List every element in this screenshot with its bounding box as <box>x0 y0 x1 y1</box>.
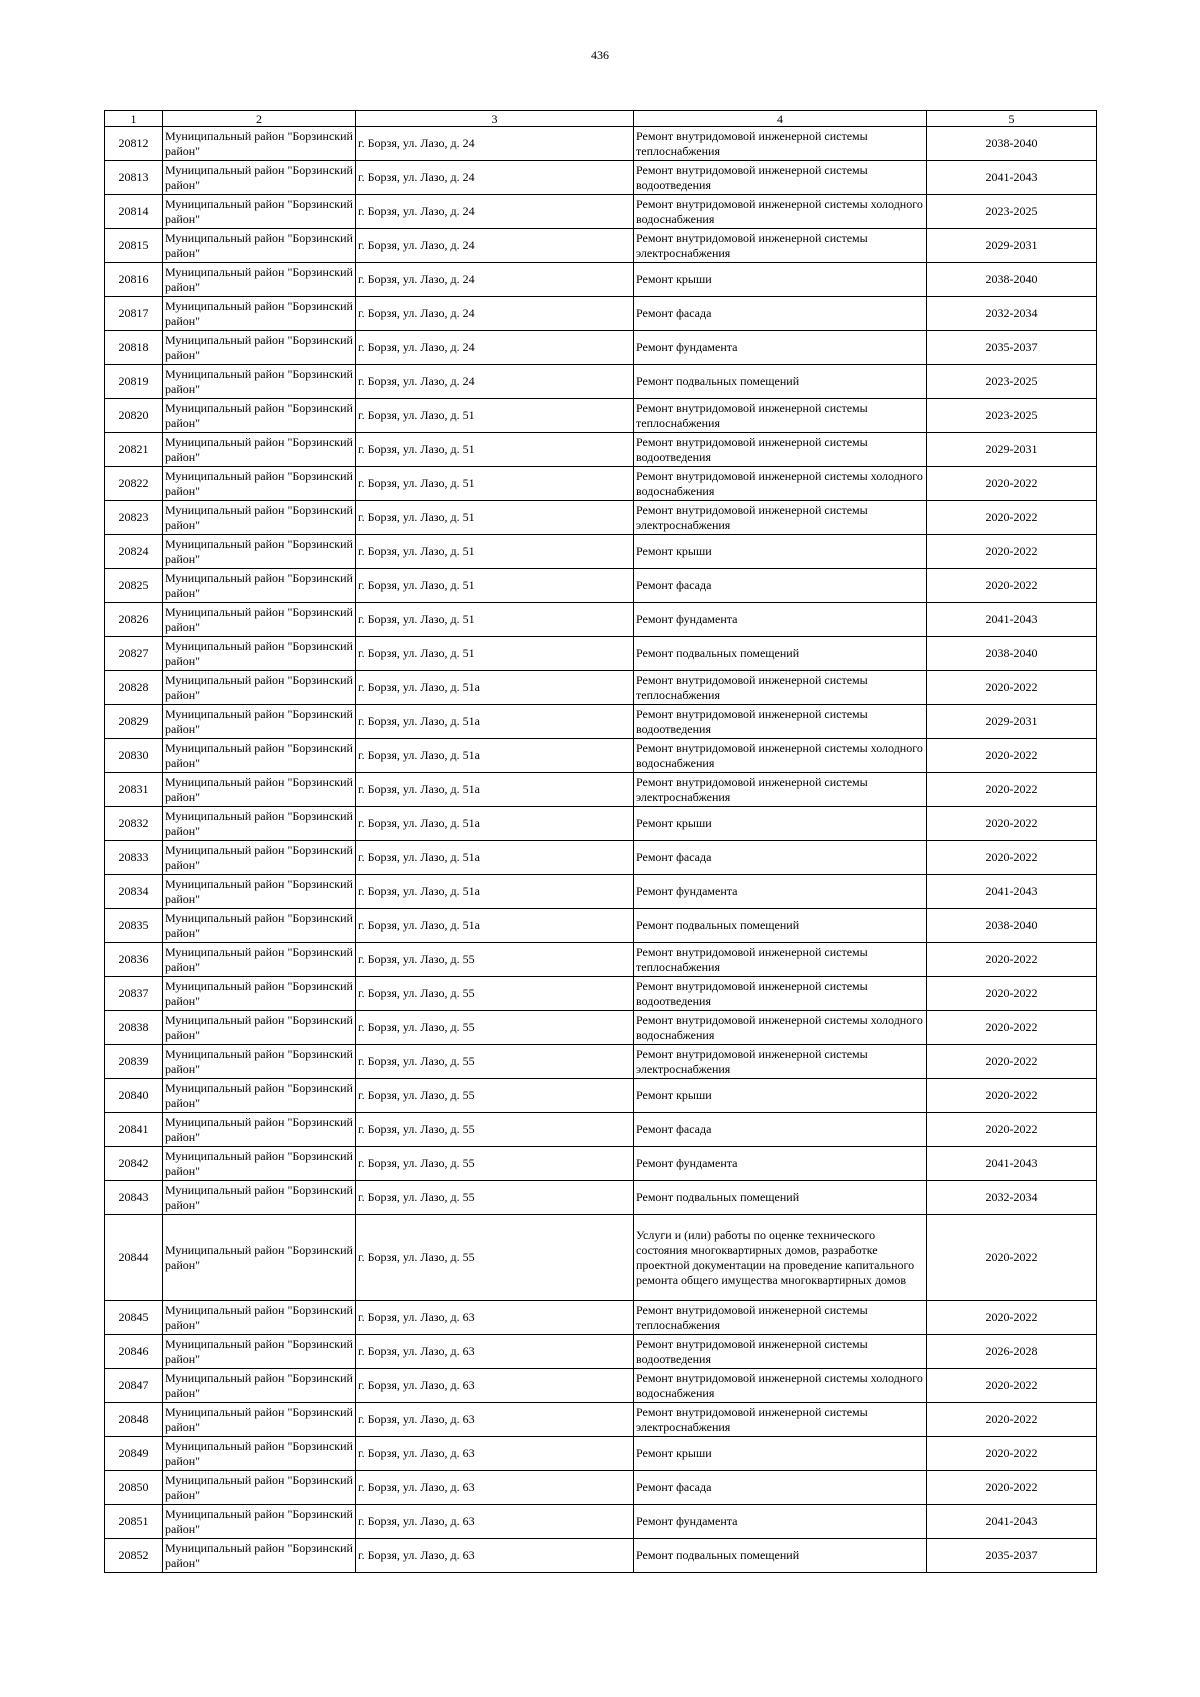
repair-period-cell: 2023-2025 <box>927 399 1097 433</box>
house-address-cell: г. Борзя, ул. Лазо, д. 55 <box>356 943 634 977</box>
house-address-cell: г. Борзя, ул. Лазо, д. 51а <box>356 739 634 773</box>
table-row <box>105 739 1097 773</box>
house-address-cell: г. Борзя, ул. Лазо, д. 51 <box>356 399 634 433</box>
table-row <box>105 977 1097 1011</box>
municipal-district-cell: Муниципальный район "Борзинский район" <box>163 161 356 195</box>
house-address-cell: г. Борзя, ул. Лазо, д. 24 <box>356 229 634 263</box>
table-row <box>105 399 1097 433</box>
work-type-cell: Ремонт внутридомовой инженерной системы холодного водоснабжения <box>634 195 927 229</box>
repair-period-cell: 2023-2025 <box>927 365 1097 399</box>
page-number: 436 <box>591 48 609 62</box>
house-address-cell: г. Борзя, ул. Лазо, д. 63 <box>356 1505 634 1539</box>
table-row <box>105 637 1097 671</box>
house-address-cell: г. Борзя, ул. Лазо, д. 51 <box>356 535 634 569</box>
repair-period-cell: 2020-2022 <box>927 569 1097 603</box>
work-type-cell: Ремонт фасада <box>634 569 927 603</box>
row-number-cell: 20849 <box>105 1437 163 1471</box>
repair-period-cell: 2020-2022 <box>927 739 1097 773</box>
row-number-cell: 20827 <box>105 637 163 671</box>
table-row <box>105 1369 1097 1403</box>
house-address-cell: г. Борзя, ул. Лазо, д. 51 <box>356 433 634 467</box>
house-address-cell: г. Борзя, ул. Лазо, д. 24 <box>356 331 634 365</box>
table-row <box>105 161 1097 195</box>
table-row <box>105 229 1097 263</box>
municipal-district-cell: Муниципальный район "Борзинский район" <box>163 807 356 841</box>
work-type-cell: Ремонт крыши <box>634 263 927 297</box>
table-row <box>105 365 1097 399</box>
work-type-cell: Ремонт внутридомовой инженерной системы водоотведения <box>634 705 927 739</box>
house-address-cell: г. Борзя, ул. Лазо, д. 51а <box>356 773 634 807</box>
work-type-cell: Ремонт внутридомовой инженерной системы теплоснабжения <box>634 671 927 705</box>
house-address-cell: г. Борзя, ул. Лазо, д. 55 <box>356 1113 634 1147</box>
municipal-district-cell: Муниципальный район "Борзинский район" <box>163 195 356 229</box>
repair-period-cell: 2020-2022 <box>927 1079 1097 1113</box>
municipal-district-cell: Муниципальный район "Борзинский район" <box>163 943 356 977</box>
row-number-cell: 20851 <box>105 1505 163 1539</box>
repair-period-cell: 2020-2022 <box>927 943 1097 977</box>
row-number-cell: 20845 <box>105 1301 163 1335</box>
repair-period-cell: 2041-2043 <box>927 1147 1097 1181</box>
work-type-cell: Ремонт фасада <box>634 1471 927 1505</box>
table-row <box>105 501 1097 535</box>
row-number-cell: 20846 <box>105 1335 163 1369</box>
column-header-5: 5 <box>927 111 1097 127</box>
municipal-district-cell: Муниципальный район "Борзинский район" <box>163 297 356 331</box>
row-number-cell: 20815 <box>105 229 163 263</box>
repair-period-cell: 2020-2022 <box>927 773 1097 807</box>
municipal-district-cell: Муниципальный район "Борзинский район" <box>163 841 356 875</box>
municipal-district-cell: Муниципальный район "Борзинский район" <box>163 603 356 637</box>
table-row <box>105 1113 1097 1147</box>
repair-period-cell: 2035-2037 <box>927 331 1097 365</box>
repair-period-cell: 2029-2031 <box>927 229 1097 263</box>
house-address-cell: г. Борзя, ул. Лазо, д. 24 <box>356 365 634 399</box>
table-row <box>105 1301 1097 1335</box>
municipal-district-cell: Муниципальный район "Борзинский район" <box>163 1079 356 1113</box>
house-address-cell: г. Борзя, ул. Лазо, д. 24 <box>356 263 634 297</box>
row-number-cell: 20820 <box>105 399 163 433</box>
work-type-cell: Ремонт внутридомовой инженерной системы холодного водоснабжения <box>634 467 927 501</box>
table-row <box>105 263 1097 297</box>
table-row <box>105 1505 1097 1539</box>
municipal-district-cell: Муниципальный район "Борзинский район" <box>163 1011 356 1045</box>
work-type-cell: Ремонт подвальных помещений <box>634 637 927 671</box>
row-number-cell: 20822 <box>105 467 163 501</box>
work-type-cell: Ремонт внутридомовой инженерной системы электроснабжения <box>634 229 927 263</box>
house-address-cell: г. Борзя, ул. Лазо, д. 51 <box>356 603 634 637</box>
table-row <box>105 705 1097 739</box>
row-number-cell: 20841 <box>105 1113 163 1147</box>
house-address-cell: г. Борзя, ул. Лазо, д. 63 <box>356 1301 634 1335</box>
house-address-cell: г. Борзя, ул. Лазо, д. 55 <box>356 1079 634 1113</box>
table-row <box>105 841 1097 875</box>
work-type-cell: Ремонт фундамента <box>634 1147 927 1181</box>
repair-period-cell: 2035-2037 <box>927 1539 1097 1573</box>
work-type-cell: Ремонт внутридомовой инженерной системы водоотведения <box>634 161 927 195</box>
municipal-district-cell: Муниципальный район "Борзинский район" <box>163 1505 356 1539</box>
table-row <box>105 1011 1097 1045</box>
work-type-cell: Ремонт внутридомовой инженерной системы холодного водоснабжения <box>634 1369 927 1403</box>
municipal-district-cell: Муниципальный район "Борзинский район" <box>163 229 356 263</box>
repair-period-cell: 2020-2022 <box>927 1045 1097 1079</box>
work-type-cell: Ремонт фундамента <box>634 875 927 909</box>
repair-period-cell: 2038-2040 <box>927 263 1097 297</box>
table-row <box>105 569 1097 603</box>
municipal-district-cell: Муниципальный район "Борзинский район" <box>163 1301 356 1335</box>
row-number-cell: 20817 <box>105 297 163 331</box>
table-row <box>105 1079 1097 1113</box>
work-type-cell: Ремонт внутридомовой инженерной системы водоотведения <box>634 1335 927 1369</box>
repair-period-cell: 2041-2043 <box>927 603 1097 637</box>
work-type-cell: Ремонт фасада <box>634 1113 927 1147</box>
table-row <box>105 773 1097 807</box>
column-header-1: 1 <box>105 111 163 127</box>
row-number-cell: 20829 <box>105 705 163 739</box>
house-address-cell: г. Борзя, ул. Лазо, д. 55 <box>356 1181 634 1215</box>
house-address-cell: г. Борзя, ул. Лазо, д. 51 <box>356 501 634 535</box>
work-type-cell: Ремонт крыши <box>634 1079 927 1113</box>
house-address-cell: г. Борзя, ул. Лазо, д. 51а <box>356 671 634 705</box>
municipal-district-cell: Муниципальный район "Борзинский район" <box>163 1471 356 1505</box>
work-type-cell: Ремонт крыши <box>634 1437 927 1471</box>
work-type-cell: Ремонт внутридомовой инженерной системы теплоснабжения <box>634 127 927 161</box>
municipal-district-cell: Муниципальный район "Борзинский район" <box>163 399 356 433</box>
repair-period-cell: 2032-2034 <box>927 297 1097 331</box>
house-address-cell: г. Борзя, ул. Лазо, д. 24 <box>356 161 634 195</box>
row-number-cell: 20814 <box>105 195 163 229</box>
municipal-district-cell: Муниципальный район "Борзинский район" <box>163 467 356 501</box>
municipal-district-cell: Муниципальный район "Борзинский район" <box>163 739 356 773</box>
house-address-cell: г. Борзя, ул. Лазо, д. 24 <box>356 127 634 161</box>
repair-period-cell: 2029-2031 <box>927 705 1097 739</box>
work-type-cell: Ремонт внутридомовой инженерной системы электроснабжения <box>634 1403 927 1437</box>
table-row <box>105 467 1097 501</box>
house-address-cell: г. Борзя, ул. Лазо, д. 51а <box>356 705 634 739</box>
repair-period-cell: 2020-2022 <box>927 535 1097 569</box>
repair-period-cell: 2020-2022 <box>927 501 1097 535</box>
work-type-cell: Ремонт внутридомовой инженерной системы водоотведения <box>634 433 927 467</box>
municipal-district-cell: Муниципальный район "Борзинский район" <box>163 127 356 161</box>
table-header-row <box>105 111 1097 127</box>
house-address-cell: г. Борзя, ул. Лазо, д. 63 <box>356 1539 634 1573</box>
row-number-cell: 20837 <box>105 977 163 1011</box>
table-row <box>105 127 1097 161</box>
municipal-district-cell: Муниципальный район "Борзинский район" <box>163 1437 356 1471</box>
table-row <box>105 1539 1097 1573</box>
row-number-cell: 20838 <box>105 1011 163 1045</box>
municipal-district-cell: Муниципальный район "Борзинский район" <box>163 705 356 739</box>
table-row <box>105 909 1097 943</box>
row-number-cell: 20831 <box>105 773 163 807</box>
municipal-district-cell: Муниципальный район "Борзинский район" <box>163 1147 356 1181</box>
repair-period-cell: 2020-2022 <box>927 1113 1097 1147</box>
row-number-cell: 20848 <box>105 1403 163 1437</box>
table-row <box>105 1181 1097 1215</box>
table-row <box>105 195 1097 229</box>
work-type-cell: Ремонт подвальных помещений <box>634 365 927 399</box>
table-row <box>105 1471 1097 1505</box>
municipal-district-cell: Муниципальный район "Борзинский район" <box>163 501 356 535</box>
repair-period-cell: 2020-2022 <box>927 1369 1097 1403</box>
repair-period-cell: 2020-2022 <box>927 807 1097 841</box>
column-header-4: 4 <box>634 111 927 127</box>
municipal-district-cell: Муниципальный район "Борзинский район" <box>163 977 356 1011</box>
repair-period-cell: 2020-2022 <box>927 671 1097 705</box>
house-address-cell: г. Борзя, ул. Лазо, д. 63 <box>356 1335 634 1369</box>
row-number-cell: 20839 <box>105 1045 163 1079</box>
row-number-cell: 20844 <box>105 1215 163 1301</box>
row-number-cell: 20826 <box>105 603 163 637</box>
table-row <box>105 1215 1097 1301</box>
municipal-district-cell: Муниципальный район "Борзинский район" <box>163 1215 356 1301</box>
row-number-cell: 20833 <box>105 841 163 875</box>
work-type-cell: Ремонт внутридомовой инженерной системы электроснабжения <box>634 1045 927 1079</box>
column-header-2: 2 <box>163 111 356 127</box>
municipal-district-cell: Муниципальный район "Борзинский район" <box>163 909 356 943</box>
work-type-cell: Услуги и (или) работы по оценке технического состояния многоквартирных домов, разработке проектной документации на проведение капитального ремонта общего имущества многоквартирных домов <box>634 1215 927 1301</box>
table-row <box>105 535 1097 569</box>
house-address-cell: г. Борзя, ул. Лазо, д. 55 <box>356 1147 634 1181</box>
work-type-cell: Ремонт фундамента <box>634 603 927 637</box>
table-row <box>105 1045 1097 1079</box>
repair-period-cell: 2041-2043 <box>927 1505 1097 1539</box>
work-type-cell: Ремонт внутридомовой инженерной системы электроснабжения <box>634 501 927 535</box>
row-number-cell: 20818 <box>105 331 163 365</box>
house-address-cell: г. Борзя, ул. Лазо, д. 51а <box>356 875 634 909</box>
work-type-cell: Ремонт внутридомовой инженерной системы теплоснабжения <box>634 399 927 433</box>
row-number-cell: 20842 <box>105 1147 163 1181</box>
row-number-cell: 20823 <box>105 501 163 535</box>
municipal-district-cell: Муниципальный район "Борзинский район" <box>163 773 356 807</box>
house-address-cell: г. Борзя, ул. Лазо, д. 51а <box>356 807 634 841</box>
row-number-cell: 20812 <box>105 127 163 161</box>
work-type-cell: Ремонт подвальных помещений <box>634 1181 927 1215</box>
municipal-district-cell: Муниципальный район "Борзинский район" <box>163 365 356 399</box>
municipal-district-cell: Муниципальный район "Борзинский район" <box>163 1045 356 1079</box>
table-row <box>105 943 1097 977</box>
repair-period-cell: 2020-2022 <box>927 841 1097 875</box>
table-row <box>105 331 1097 365</box>
house-address-cell: г. Борзя, ул. Лазо, д. 55 <box>356 1011 634 1045</box>
row-number-cell: 20824 <box>105 535 163 569</box>
work-type-cell: Ремонт фасада <box>634 297 927 331</box>
house-address-cell: г. Борзя, ул. Лазо, д. 51 <box>356 637 634 671</box>
repair-period-cell: 2038-2040 <box>927 637 1097 671</box>
work-type-cell: Ремонт крыши <box>634 807 927 841</box>
row-number-cell: 20834 <box>105 875 163 909</box>
work-type-cell: Ремонт фасада <box>634 841 927 875</box>
municipal-district-cell: Муниципальный район "Борзинский район" <box>163 331 356 365</box>
repair-period-cell: 2020-2022 <box>927 1437 1097 1471</box>
municipal-district-cell: Муниципальный район "Борзинский район" <box>163 263 356 297</box>
repair-period-cell: 2038-2040 <box>927 909 1097 943</box>
repair-schedule-table <box>104 110 1097 1573</box>
repair-period-cell: 2020-2022 <box>927 977 1097 1011</box>
row-number-cell: 20828 <box>105 671 163 705</box>
row-number-cell: 20847 <box>105 1369 163 1403</box>
repair-period-cell: 2023-2025 <box>927 195 1097 229</box>
repair-period-cell: 2020-2022 <box>927 1215 1097 1301</box>
work-type-cell: Ремонт внутридомовой инженерной системы холодного водоснабжения <box>634 1011 927 1045</box>
repair-period-cell: 2041-2043 <box>927 875 1097 909</box>
row-number-cell: 20836 <box>105 943 163 977</box>
table-row <box>105 1437 1097 1471</box>
house-address-cell: г. Борзя, ул. Лазо, д. 63 <box>356 1471 634 1505</box>
row-number-cell: 20819 <box>105 365 163 399</box>
row-number-cell: 20843 <box>105 1181 163 1215</box>
work-type-cell: Ремонт внутридомовой инженерной системы теплоснабжения <box>634 943 927 977</box>
row-number-cell: 20821 <box>105 433 163 467</box>
row-number-cell: 20852 <box>105 1539 163 1573</box>
municipal-district-cell: Муниципальный район "Борзинский район" <box>163 535 356 569</box>
house-address-cell: г. Борзя, ул. Лазо, д. 24 <box>356 195 634 229</box>
repair-period-cell: 2020-2022 <box>927 1011 1097 1045</box>
table-row <box>105 807 1097 841</box>
repair-period-cell: 2032-2034 <box>927 1181 1097 1215</box>
row-number-cell: 20835 <box>105 909 163 943</box>
repair-period-cell: 2020-2022 <box>927 1471 1097 1505</box>
municipal-district-cell: Муниципальный район "Борзинский район" <box>163 1539 356 1573</box>
house-address-cell: г. Борзя, ул. Лазо, д. 55 <box>356 977 634 1011</box>
house-address-cell: г. Борзя, ул. Лазо, д. 63 <box>356 1369 634 1403</box>
work-type-cell: Ремонт внутридомовой инженерной системы теплоснабжения <box>634 1301 927 1335</box>
work-type-cell: Ремонт внутридомовой инженерной системы водоотведения <box>634 977 927 1011</box>
row-number-cell: 20825 <box>105 569 163 603</box>
house-address-cell: г. Борзя, ул. Лазо, д. 55 <box>356 1045 634 1079</box>
table-row <box>105 433 1097 467</box>
house-address-cell: г. Борзя, ул. Лазо, д. 51 <box>356 467 634 501</box>
house-address-cell: г. Борзя, ул. Лазо, д. 51 <box>356 569 634 603</box>
municipal-district-cell: Муниципальный район "Борзинский район" <box>163 1335 356 1369</box>
table-row <box>105 671 1097 705</box>
table-row <box>105 1335 1097 1369</box>
repair-period-cell: 2038-2040 <box>927 127 1097 161</box>
repair-period-cell: 2020-2022 <box>927 467 1097 501</box>
row-number-cell: 20816 <box>105 263 163 297</box>
repair-period-cell: 2020-2022 <box>927 1403 1097 1437</box>
repair-period-cell: 2026-2028 <box>927 1335 1097 1369</box>
column-header-3: 3 <box>356 111 634 127</box>
work-type-cell: Ремонт подвальных помещений <box>634 909 927 943</box>
row-number-cell: 20813 <box>105 161 163 195</box>
row-number-cell: 20850 <box>105 1471 163 1505</box>
work-type-cell: Ремонт фундамента <box>634 331 927 365</box>
row-number-cell: 20832 <box>105 807 163 841</box>
municipal-district-cell: Муниципальный район "Борзинский район" <box>163 1369 356 1403</box>
work-type-cell: Ремонт внутридомовой инженерной системы электроснабжения <box>634 773 927 807</box>
table-body <box>105 127 1097 1573</box>
table-row <box>105 297 1097 331</box>
row-number-cell: 20840 <box>105 1079 163 1113</box>
municipal-district-cell: Муниципальный район "Борзинский район" <box>163 875 356 909</box>
work-type-cell: Ремонт подвальных помещений <box>634 1539 927 1573</box>
house-address-cell: г. Борзя, ул. Лазо, д. 51а <box>356 909 634 943</box>
municipal-district-cell: Муниципальный район "Борзинский район" <box>163 433 356 467</box>
row-number-cell: 20830 <box>105 739 163 773</box>
table-row <box>105 1147 1097 1181</box>
municipal-district-cell: Муниципальный район "Борзинский район" <box>163 569 356 603</box>
municipal-district-cell: Муниципальный район "Борзинский район" <box>163 637 356 671</box>
repair-period-cell: 2020-2022 <box>927 1301 1097 1335</box>
work-type-cell: Ремонт крыши <box>634 535 927 569</box>
table-row <box>105 1403 1097 1437</box>
house-address-cell: г. Борзя, ул. Лазо, д. 24 <box>356 297 634 331</box>
repair-period-cell: 2041-2043 <box>927 161 1097 195</box>
house-address-cell: г. Борзя, ул. Лазо, д. 63 <box>356 1437 634 1471</box>
municipal-district-cell: Муниципальный район "Борзинский район" <box>163 1403 356 1437</box>
house-address-cell: г. Борзя, ул. Лазо, д. 63 <box>356 1403 634 1437</box>
work-type-cell: Ремонт фундамента <box>634 1505 927 1539</box>
table-row <box>105 875 1097 909</box>
work-type-cell: Ремонт внутридомовой инженерной системы холодного водоснабжения <box>634 739 927 773</box>
house-address-cell: г. Борзя, ул. Лазо, д. 55 <box>356 1215 634 1301</box>
municipal-district-cell: Муниципальный район "Борзинский район" <box>163 1113 356 1147</box>
table-row <box>105 603 1097 637</box>
repair-period-cell: 2029-2031 <box>927 433 1097 467</box>
house-address-cell: г. Борзя, ул. Лазо, д. 51а <box>356 841 634 875</box>
municipal-district-cell: Муниципальный район "Борзинский район" <box>163 1181 356 1215</box>
municipal-district-cell: Муниципальный район "Борзинский район" <box>163 671 356 705</box>
